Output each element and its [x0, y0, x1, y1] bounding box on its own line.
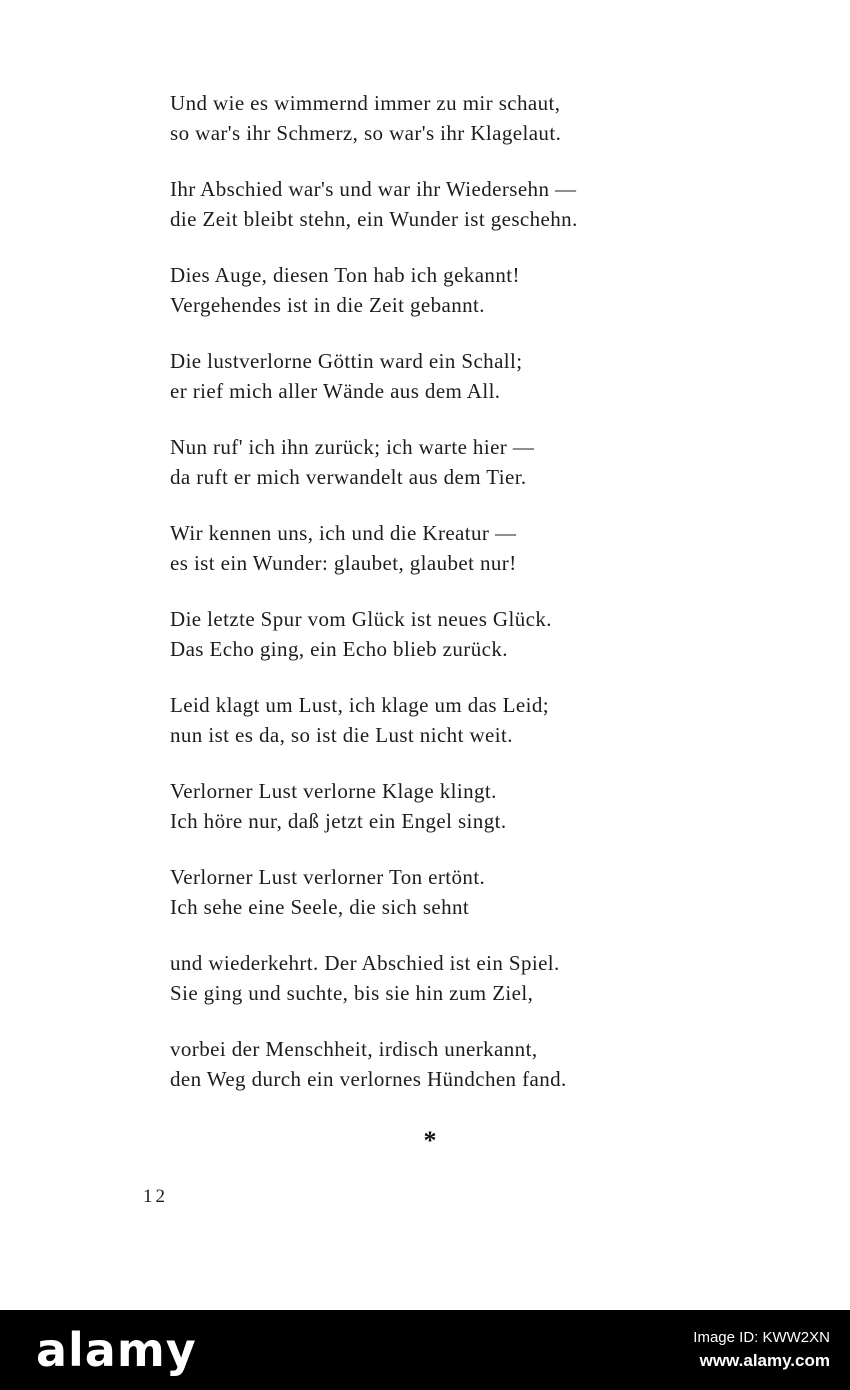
poem-couplet [170, 948, 760, 1008]
poem-line: so war's ihr Schmerz, so war's ihr Klagelaut. [170, 121, 562, 145]
section-separator-asterisk: * [423, 1126, 437, 1155]
watermark-image-id: Image ID: KWW2XN [693, 1329, 830, 1346]
poem-line: Die letzte Spur vom Glück ist neues Glück. [170, 607, 552, 631]
poem-couplet [170, 518, 760, 578]
poem-couplet [170, 432, 760, 492]
poem-couplet [170, 174, 760, 234]
poem-couplet [170, 862, 760, 922]
poem-line: Verlorner Lust verlorne Klage klingt. [170, 779, 497, 803]
poem-line: Vergehendes ist in die Zeit gebannt. [170, 293, 485, 317]
poem-line: Sie ging und suchte, bis sie hin zum Ziel, [170, 981, 534, 1005]
poem-line: es ist ein Wunder: glaubet, glaubet nur! [170, 551, 517, 575]
poem-line: Das Echo ging, ein Echo blieb zurück. [170, 637, 508, 661]
poem-couplet [170, 260, 760, 320]
poem-couplet [170, 604, 760, 664]
poem-line: Ich sehe eine Seele, die sich sehnt [170, 895, 470, 919]
poem-line: da ruft er mich verwandelt aus dem Tier. [170, 465, 527, 489]
page-number: 12 [143, 1186, 168, 1207]
poem-line: nun ist es da, so ist die Lust nicht weit. [170, 723, 513, 747]
poem-line: Die lustverlorne Göttin ward ein Schall; [170, 349, 523, 373]
poem-line: den Weg durch ein verlornes Hündchen fand. [170, 1067, 567, 1091]
watermark-url: www.alamy.com [699, 1351, 830, 1370]
poem-line: Und wie es wimmernd immer zu mir schaut, [170, 91, 561, 115]
poem-couplet [170, 690, 760, 750]
watermark-info [693, 1327, 830, 1373]
poem-couplet [170, 1034, 760, 1094]
alamy-logo: alamy [36, 1323, 197, 1377]
poem-line: vorbei der Menschheit, irdisch unerkannt, [170, 1037, 538, 1061]
poem-line: Verlorner Lust verlorner Ton ertönt. [170, 865, 486, 889]
watermark-bar [0, 1310, 850, 1390]
poem-couplet [170, 776, 760, 836]
poem-line: er rief mich aller Wände aus dem All. [170, 379, 501, 403]
poem-couplet [170, 346, 760, 406]
poem-line: Ihr Abschied war's und war ihr Wiedersehn — [170, 177, 577, 201]
poem-couplet [170, 88, 760, 148]
poem-line: und wiederkehrt. Der Abschied ist ein Spiel. [170, 951, 560, 975]
poem-line: die Zeit bleibt stehn, ein Wunder ist geschehn. [170, 207, 578, 231]
poem-line: Leid klagt um Lust, ich klage um das Leid; [170, 693, 549, 717]
poem-line: Nun ruf' ich ihn zurück; ich warte hier — [170, 435, 535, 459]
poem-line: Ich höre nur, daß jetzt ein Engel singt. [170, 809, 507, 833]
poem-line: Dies Auge, diesen Ton hab ich gekannt! [170, 263, 520, 287]
poem-body [170, 88, 760, 1120]
poem-line: Wir kennen uns, ich und die Kreatur — [170, 521, 517, 545]
